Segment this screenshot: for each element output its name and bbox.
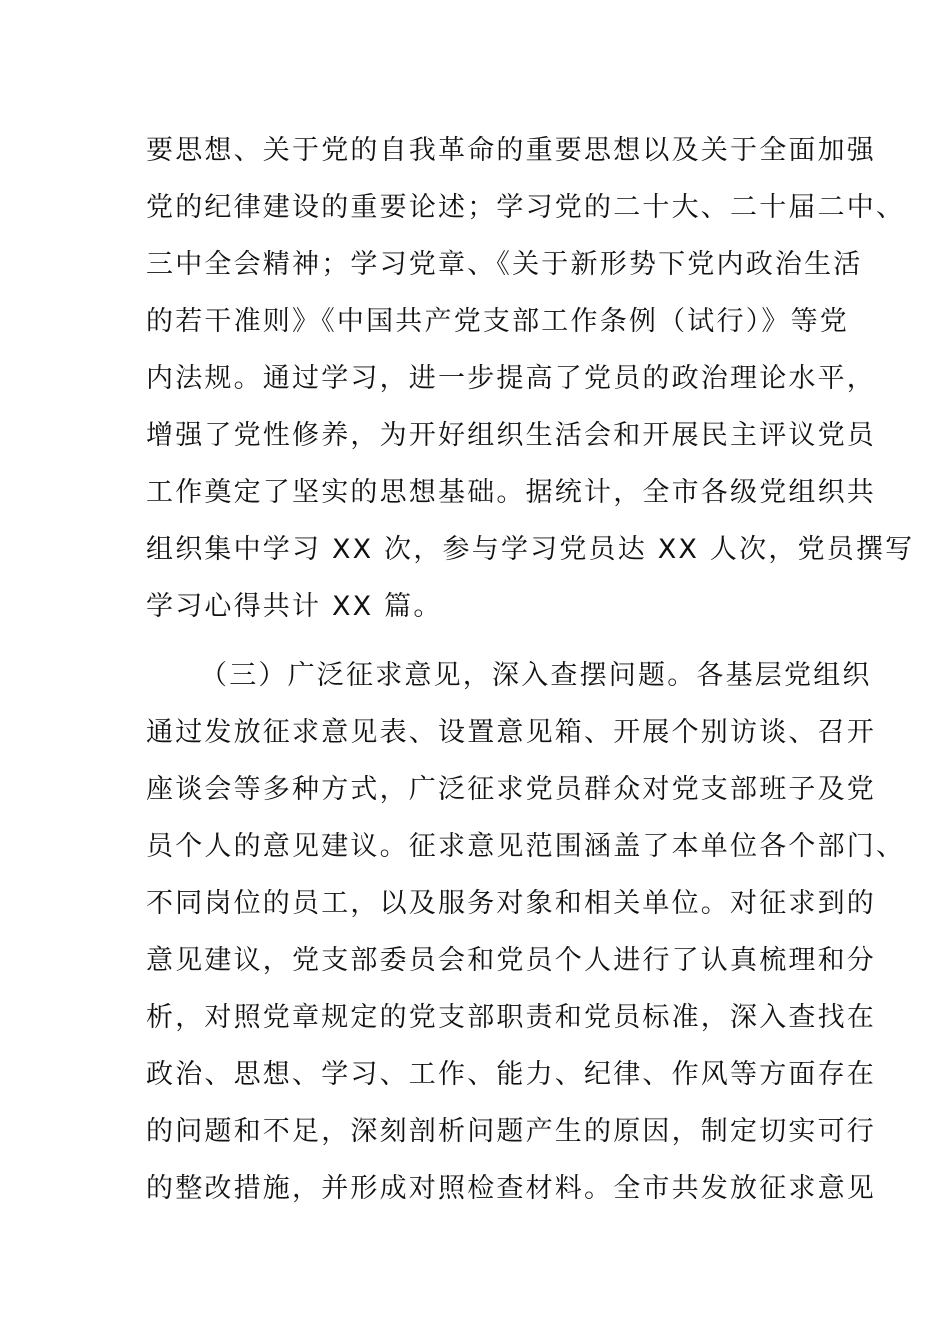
text-line: 组织集中学习 XX 次，参与学习党员达 XX 人次，党员撰写 xyxy=(146,534,915,565)
text-line: 工作奠定了坚实的思想基础。据统计，全市各级党组织共 xyxy=(146,477,876,508)
text-line: 三中全会精神；学习党章、《关于新形势下党内政治生活 xyxy=(146,249,863,280)
text-line: 员个人的意见建议。征求意见范围涵盖了本单位各个部门、 xyxy=(146,831,906,862)
text-line: 党的纪律建设的重要论述；学习党的二十大、二十届二中、 xyxy=(146,192,906,223)
text-line: 内法规。通过学习，进一步提高了党员的政治理论水平， xyxy=(146,363,876,394)
text-line: 增强了党性修养，为开好组织生活会和开展民主评议党员 xyxy=(146,420,876,451)
text-line: 政治、思想、学习、工作、能力、纪律、作风等方面存在 xyxy=(146,1059,876,1090)
text-line: 的问题和不足，深刻剖析问题产生的原因，制定切实可行 xyxy=(146,1116,876,1147)
text-line: 析，对照党章规定的党支部职责和党员标准，深入查找在 xyxy=(146,1002,876,1033)
section-heading-line: （三）广泛征求意见，深入查摆问题。各基层党组织 xyxy=(200,660,872,691)
text-line: 不同岗位的员工，以及服务对象和相关单位。对征求到的 xyxy=(146,888,876,919)
text-line: 意见建议，党支部委员会和党员个人进行了认真梳理和分 xyxy=(146,945,876,976)
text-line: 学习心得共计 XX 篇。 xyxy=(146,591,443,622)
text-line: 要思想、关于党的自我革命的重要思想以及关于全面加强 xyxy=(146,135,876,166)
text-line: 的整改措施，并形成对照检查材料。全市共发放征求意见 xyxy=(146,1173,876,1204)
text-line: 座谈会等多种方式，广泛征求党员群众对党支部班子及党 xyxy=(146,774,876,805)
text-line: 的若干准则》《中国共产党支部工作条例（试行）》等党 xyxy=(146,306,849,337)
text-line: 通过发放征求意见表、设置意见箱、开展个别访谈、召开 xyxy=(146,717,876,748)
